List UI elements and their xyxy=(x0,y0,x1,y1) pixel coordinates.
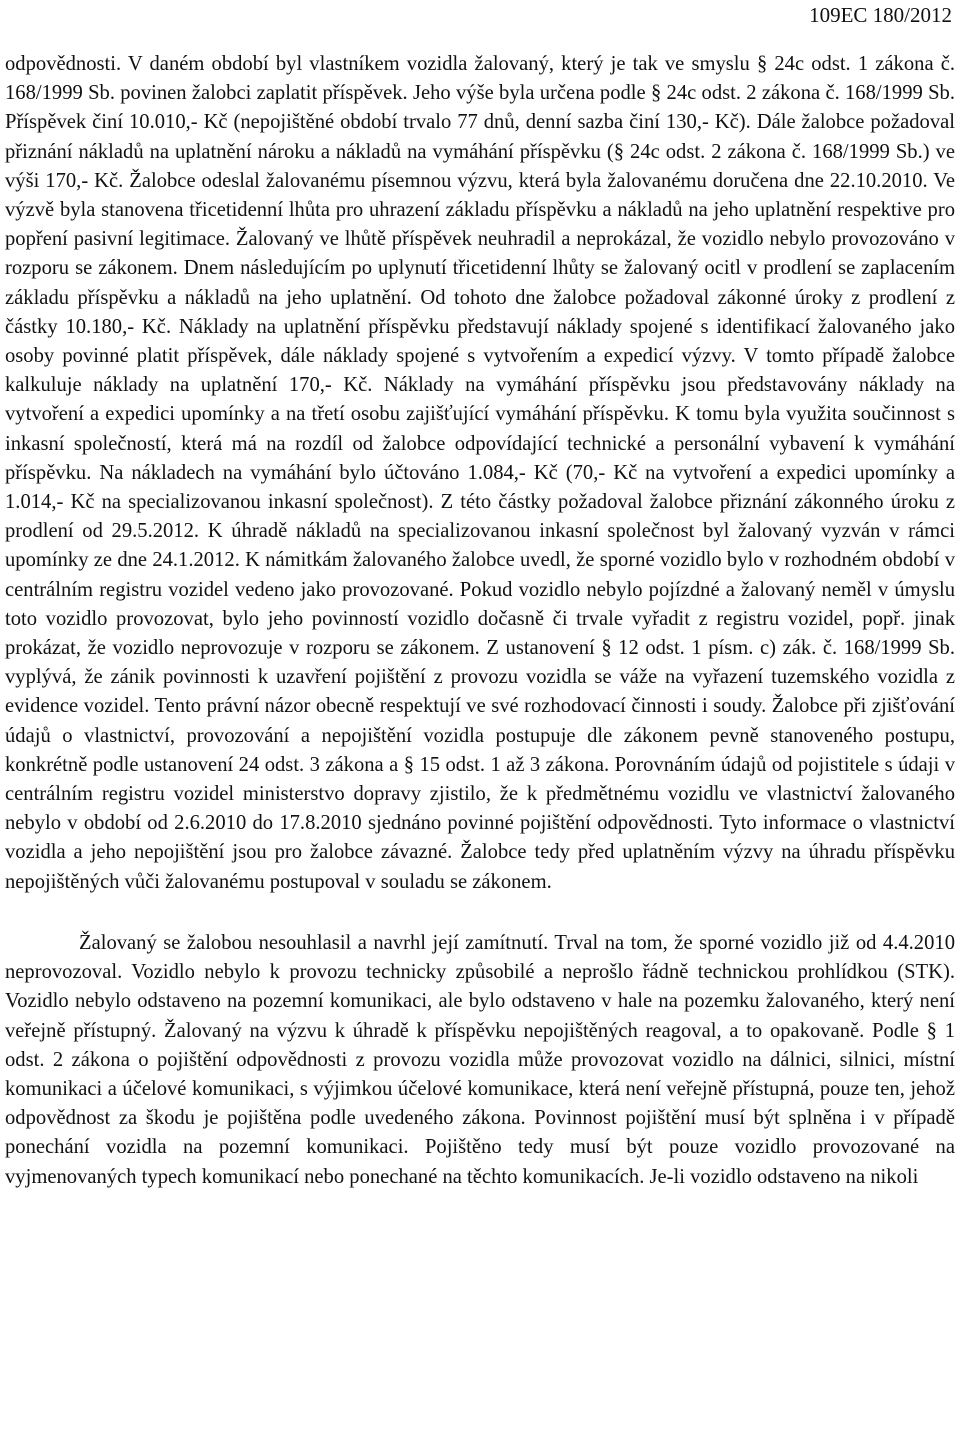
document-body xyxy=(5,50,955,1192)
case-reference: 109EC 180/2012 xyxy=(809,3,952,27)
body-paragraph-2: Žalovaný se žalobou nesouhlasil a navrhl její zamítnutí. Trval na tom, že sporné vozidlo již od 4.4.2010 neprovozoval. Vozidlo nebylo k provozu technicky způsobilé a neprošlo řádně technickou prohlídkou (STK). Vozidlo nebylo odstaveno na pozemní komunikaci, ale bylo odstaveno v hale na pozemku žalovaného, který není veřejně přístupný. Žalovaný na výzvu k úhradě k příspěvku nepojištěných reagoval, a to opakovaně. Podle § 1 odst. 2 zákona o pojištění odpovědnosti z provozu vozidla může provozovat vozidlo na dálnici, silnici, místní komunikaci a účelové komunikaci, s výjimkou účelové komunikace, která není veřejně přístupná, pouze ten, jehož odpovědnost za škodu je pojištěna podle uvedeného zákona. Povinnost pojištění musí být splněna i v případě ponechání vozidla na pozemní komunikaci. Pojištěno tedy musí být pouze vozidlo provozované na vyjmenovaných typech komunikací nebo ponechané na těchto komunikacích. Je-li vozidlo odstaveno na nikoli xyxy=(5,931,955,1188)
body-paragraph-1: odpovědnosti. V daném období byl vlastníkem vozidla žalovaný, který je tak ve smyslu § 24c odst. 1 zákona č. 168/1999 Sb. povinen žalobci zaplatit příspěvek. Jeho výše byla určena podle § 24c odst. 2 zákona č. 168/1999 Sb. Příspěvek činí 10.010,- Kč (nepojištěné období trvalo 77 dnů, denní sazba činí 130,- Kč). Dále žalobce požadoval přiznání nákladů na uplatnění nároku a nákladů na vymáhání příspěvku (§ 24c odst. 2 zákona č. 168/1999 Sb.) ve výši 170,- Kč. Žalobce odeslal žalovanému písemnou výzvu, která byla žalovanému doručena dne 22.10.2010. Ve výzvě byla stanovena třicetidenní lhůta pro uhrazení základu příspěvku a nákladů na jeho uplatnění respektive pro popření pasivní legitimace. Žalovaný ve lhůtě příspěvek neuhradil a neprokázal, že vozidlo nebylo provozováno v rozporu se zákonem. Dnem následujícím po uplynutí třicetidenní lhůty se žalovaný ocitl v prodlení se zaplacením základu příspěvku a nákladů na jeho uplatnění. Od tohoto dne žalobce požadoval zákonné úroky z prodlení z částky 10.180,- Kč. Náklady na uplatnění příspěvku představují náklady spojené s identifikací žalovaného jako osoby povinné platit příspěvek, dále náklady spojené s vytvořením a expedicí výzvy. V tomto případě žalobce kalkuluje náklady na uplatnění 170,- Kč. Náklady na vymáhání příspěvku jsou představovány náklady na vytvoření a expedici upomínky a na třetí osobu zajišťující vymáhání příspěvku. K tomu byla využita součinnost s inkasní společností, která má na rozdíl od žalobce odpovídající technické a personální vybavení k vymáhání příspěvku. Na nákladech na vymáhání bylo účtováno 1.084,- Kč (70,- Kč na vytvoření a expedici upomínky a 1.014,- Kč na specializovanou inkasní společnost). Z této částky požadoval žalobce přiznání zákonného úroku z prodlení od 29.5.2012. K úhradě nákladů na specializovanou inkasní společnost byl žalovaný vyzván v rámci upomínky ze dne 24.1.2012. K námitkám žalovaného žalobce uvedl, že sporné vozidlo bylo v rozhodném období v centrálním registru vozidel vedeno jako provozované. Pokud vozidlo nebylo pojízdné a žalovaný neměl v úmyslu toto vozidlo provozovat, bylo jeho povinností vozidlo dočasně či trvale vyřadit z registru vozidel, popř. jinak prokázat, že vozidlo neprovozuje v rozporu se zákonem. Z ustanovení § 12 odst. 1 písm. c) zák. č. 168/1999 Sb. vyplývá, že zánik povinnosti k uzavření pojištění z provozu vozidla se váže na vyřazení tuzemského vozidla z evidence vozidel. Tento právní názor obecně respektují ve své rozhodovací činnosti i soudy. Žalobce při zjišťování údajů o vlastnictví, provozování a nepojištění vozidla postupuje dle zákonem pevně stanoveného postupu, konkrétně podle ustanovení 24 odst. 3 zákona a § 15 odst. 1 až 3 zákona. Porovnáním údajů od pojistitele s údaji v centrálním registru vozidel ministerstvo dopravy zjistilo, že k předmětnému vozidlu ve vlastnictví žalovaného nebylo v období od 2.6.2010 do 17.8.2010 sjednáno povinné pojištění odpovědnosti. Tyto informace o vlastnictví vozidla a jeho nepojištění jsou pro žalobce závazné. Žalobce tedy před uplatněním výzvy na úhradu příspěvku nepojištěných vůči žalovanému postupoval v souladu se zákonem. xyxy=(5,53,955,893)
